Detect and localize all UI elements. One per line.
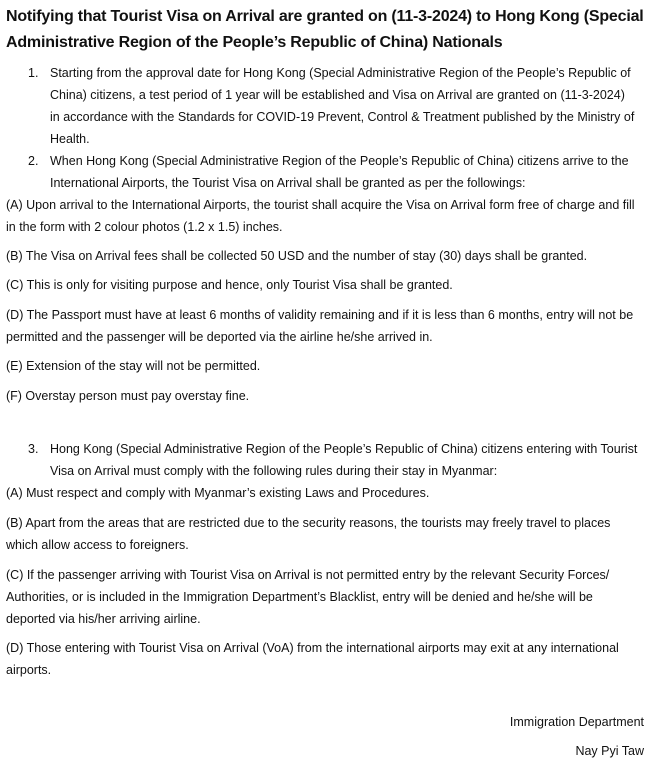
clause-2f: (F) Overstay person must pay overstay fine.: [6, 389, 250, 403]
item-text: Hong Kong (Special Administrative Region of the People’s Republic of China) citizens entering with Tourist Visa on Arrival must comply with the following rules during their stay in Myanmar:: [50, 442, 638, 478]
notice-title: Notifying that Tourist Visa on Arrival are granted on (11-3-2024) to Hong Kong (Special Administrative Region of the People’s Republic of China) Nationals: [6, 8, 644, 51]
numbered-item-3: [28, 438, 638, 482]
item-number: 2.: [28, 154, 39, 168]
numbered-item-1: [28, 62, 638, 150]
signature-department: Immigration Department: [509, 715, 644, 729]
clause-3a: (A) Must respect and comply with Myanmar’s existing Laws and Procedures.: [6, 486, 430, 500]
clause-3b: (B) Apart from the areas that are restricted due to the security reasons, the tourists may freely travel to places which allow access to foreigners.: [6, 516, 611, 552]
numbered-item-2: [28, 150, 638, 194]
signature-location: Nay Pyi Taw: [575, 744, 644, 758]
item-text: When Hong Kong (Special Administrative Region of the People’s Republic of China) citizens arrive to the International Airports, the Tourist Visa on Arrival shall be granted as per the followings:: [50, 154, 629, 190]
clause-2e: (E) Extension of the stay will not be permitted.: [6, 359, 261, 373]
clause-2d: (D) The Passport must have at least 6 months of validity remaining and if it is less than 6 months, entry will not be permitted and the passenger will be deported via the airline he/she arrived in.: [6, 308, 634, 344]
item-text: Starting from the approval date for Hong Kong (Special Administrative Region of the People’s Republic of China) citizens, a test period of 1 year will be established and Visa on Arrival are granted on (11-3-2024) in accordance with the Standards for COVID-19 Prevent, Control & Treatment published by the Ministry of Health.: [50, 66, 635, 146]
clause-2b: (B) The Visa on Arrival fees shall be collected 50 USD and the number of stay (30) days shall be granted.: [6, 249, 588, 263]
clause-3c: (C) If the passenger arriving with Tourist Visa on Arrival is not permitted entry by the relevant Security Forces/ Authorities, or is included in the Immigration Department’s Blacklist, entry will be denied and he/she will be deported via his/her arriving airline.: [6, 568, 610, 626]
item-number: 1.: [28, 66, 39, 80]
item-number: 3.: [28, 442, 39, 456]
clause-3d: (D) Those entering with Tourist Visa on Arrival (VoA) from the international airports may exit at any international airports.: [6, 641, 619, 677]
clause-2c: (C) This is only for visiting purpose and hence, only Tourist Visa shall be granted.: [6, 278, 453, 292]
clause-2a: (A) Upon arrival to the International Airports, the tourist shall acquire the Visa on Arrival form free of charge and fill in the form with 2 colour photos (1.2 x 1.5) inches.: [6, 198, 635, 234]
